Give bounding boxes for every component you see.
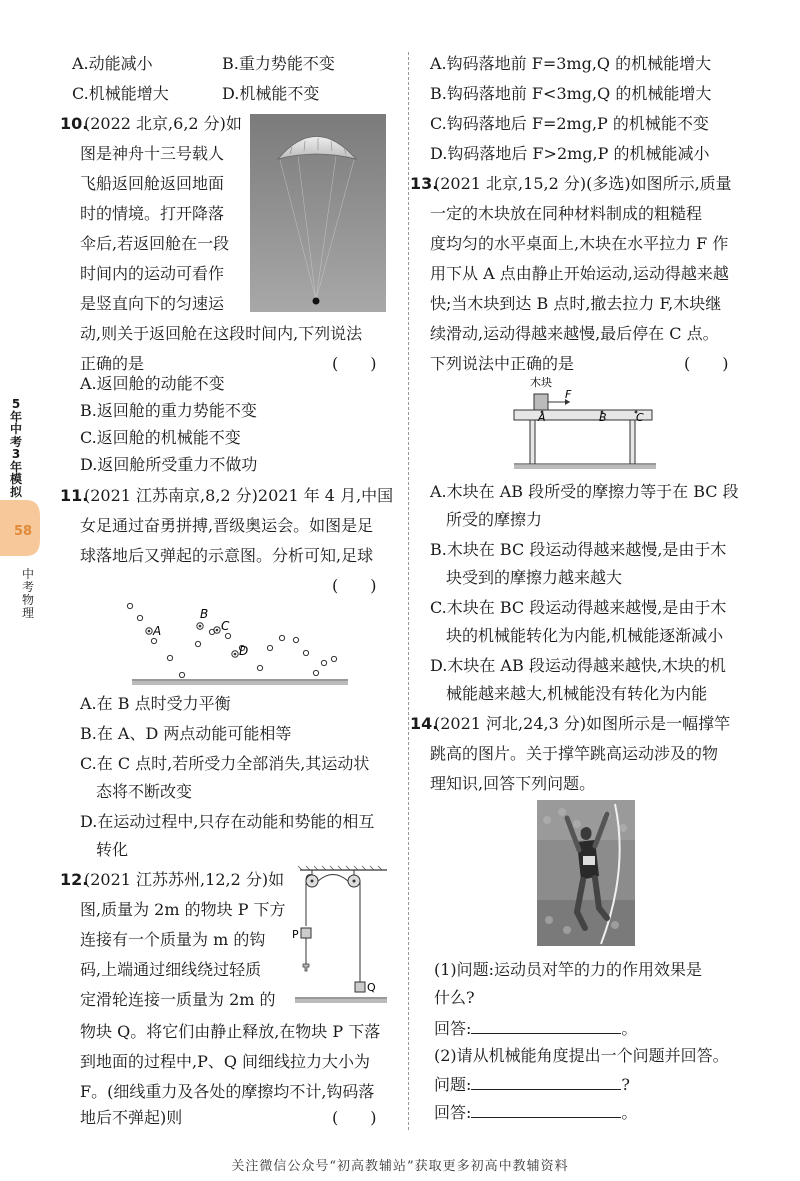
parachute-photo (250, 114, 386, 312)
q12-option-b: B.钩码落地前 F<3mg,Q 的机械能增大 (430, 84, 712, 103)
question-label: 问题: (434, 1075, 472, 1094)
q13-line: 一定的木块放在同种材料制成的粗糙程 (430, 204, 703, 223)
q13-line: 下列说法中正确的是 (430, 354, 575, 373)
question-10-number: 10. (60, 114, 89, 133)
q11-option-d-cont: 转化 (96, 840, 129, 859)
q10-line: 动,则关于返回舱在这段时间内,下列说法 (80, 324, 363, 343)
q13-line: (2021 北京,15,2 分)(多选)如图所示,质量 (434, 174, 732, 193)
answer-label: 回答: (434, 1103, 472, 1122)
pole-vault-photo (537, 800, 635, 946)
question-line-2[interactable] (434, 1074, 630, 1095)
q10-line: (2022 北京,6,2 分)如 (84, 114, 242, 133)
label-b: B (200, 607, 209, 621)
label-f: F (565, 388, 572, 401)
q13-option-b: B.木块在 BC 段运动得越来越慢,是由于木 (430, 540, 727, 559)
q13-option-b-cont: 块受到的摩擦力越来越大 (446, 568, 623, 587)
q10-line: 飞船返回舱返回地面 (80, 174, 225, 193)
option-b: B.重力势能不变 (222, 54, 335, 73)
q13-line: 续滑动,运动得越来越慢,最后停在 C 点。 (430, 324, 719, 343)
q10-line: 时间内的运动可看作 (80, 264, 225, 283)
answer-label: 回答: (434, 1019, 472, 1038)
q13-line: 度均匀的水平桌面上,木块在水平拉力 F 作 (430, 234, 729, 253)
answer-line-2[interactable] (434, 1102, 637, 1123)
q12-line: 连接有一个质量为 m 的钩 (80, 930, 266, 949)
q14-sub2: (2)请从机械能角度提出一个问题并回答。 (434, 1046, 729, 1065)
q10-line: 是竖直向下的匀速运 (80, 294, 225, 313)
q13-line: 用下从 A 点由静止开始运动,运动得越来越 (430, 264, 729, 283)
q10-option-d: D.返回舱所受重力不做功 (80, 455, 258, 474)
q14-line: 理知识,回答下列问题。 (430, 774, 596, 793)
option-a: A.动能减小 (72, 54, 153, 73)
label-q: Q (367, 981, 376, 994)
label-p: P (292, 928, 299, 941)
footer-note: 关注微信公众号“初高教辅站”获取更多初高中教辅资料 (231, 1159, 569, 1174)
question-11-number: 11. (60, 486, 89, 505)
option-c: C.机械能增大 (72, 84, 169, 103)
q11-line: 球落地后又弹起的示意图。分析可知,足球 (80, 546, 374, 565)
q14-sub1: (1)问题:运动员对竿的力的作用效果是 (434, 960, 703, 979)
q11-option-d: D.在运动过程中,只存在动能和势能的相互 (80, 812, 375, 831)
q10-line: 时的情境。打开降落 (80, 204, 225, 223)
option-d: D.机械能不变 (222, 84, 320, 103)
question-mark: ? (621, 1075, 630, 1094)
pulley-diagram (292, 864, 392, 1009)
q14-line: 跳高的图片。关于撑竿跳高运动涉及的物 (430, 744, 719, 763)
answer-blank[interactable] (471, 1102, 621, 1118)
question-13-number: 13. (410, 174, 439, 193)
q10-line: 图是神舟十三号载人 (80, 144, 225, 163)
q10-option-b: B.返回舱的重力势能不变 (80, 401, 257, 420)
q12-option-d: D.钩码落地后 F>2mg,P 的机械能减小 (430, 144, 710, 163)
q11-line: 女足通过奋勇拼搏,晋级奥运会。如图是足 (80, 516, 374, 535)
answer-line-1[interactable] (434, 1018, 637, 1039)
q12-option-c: C.钩码落地后 F=2mg,P 的机械能不变 (430, 114, 709, 133)
q12-line: 物块 Q。将它们由静止释放,在物块 P 下落 (80, 1022, 381, 1041)
question-14-number: 14. (410, 714, 439, 733)
q13-option-a: A.木块在 AB 段所受的摩擦力等于在 BC 段 (430, 482, 739, 501)
label-a: A (153, 624, 162, 638)
q14-line: (2021 河北,24,3 分)如图所示是一幅撑竿 (434, 714, 731, 733)
label-c: C (221, 619, 230, 633)
q12-line: 图,质量为 2m 的物块 P 下方 (80, 900, 286, 919)
answer-bracket: ( ) (332, 354, 377, 373)
q13-option-a-cont: 所受的摩擦力 (446, 510, 543, 529)
q13-line: 快;当木块到达 B 点时,撤去拉力 F,木块继 (430, 294, 722, 313)
column-divider (408, 52, 409, 1130)
q13-option-d: D.木块在 AB 段运动得越来越快,木块的机 (430, 656, 726, 675)
q11-option-c-cont: 态将不断改变 (96, 782, 193, 801)
answer-bracket: ( ) (332, 576, 377, 595)
page-number: 58 (14, 524, 33, 539)
q12-option-a: A.钩码落地前 F=3mg,Q 的机械能增大 (430, 54, 712, 73)
q12-line: 定滑轮连接一质量为 2m 的 (80, 990, 276, 1009)
label-a: A (538, 411, 546, 424)
label-d: D (239, 644, 249, 658)
q11-option-b: B.在 A、D 两点动能可能相等 (80, 724, 292, 743)
q13-option-c-cont: 块的机械能转化为内能,机械能逐渐减小 (446, 626, 724, 645)
q12-line: 码,上端通过细线绕过轻质 (80, 960, 262, 979)
label-c: C (636, 411, 644, 424)
q11-line: (2021 江苏南京,8,2 分)2021 年 4 月,中国 (84, 486, 394, 505)
subject-vertical: 中 考 物 理 (21, 567, 34, 620)
series-vertical: 5 年 中 考 3 年 模 拟 (9, 397, 22, 499)
ball-bounce-diagram (120, 598, 350, 690)
q12-line: 到地面的过程中,P、Q 间细线拉力大小为 (80, 1052, 371, 1071)
q10-option-a: A.返回舱的动能不变 (80, 374, 225, 393)
period: 。 (621, 1019, 638, 1038)
question-12-number: 12. (60, 870, 89, 889)
block-table-diagram (510, 374, 670, 474)
answer-blank[interactable] (471, 1018, 621, 1034)
q12-line: 地后不弹起)则 (80, 1108, 183, 1127)
q12-line: F。(细线重力及各处的摩擦均不计,钩码落 (80, 1082, 375, 1101)
q14-sub1-cont: 什么? (434, 988, 475, 1007)
label-b: B (599, 411, 607, 424)
q11-option-c: C.在 C 点时,若所受力全部消失,其运动状 (80, 754, 370, 773)
q13-option-d-cont: 械能越来越大,机械能没有转化为内能 (446, 684, 708, 703)
q10-option-c: C.返回舱的机械能不变 (80, 428, 241, 447)
question-blank[interactable] (471, 1074, 621, 1090)
q11-option-a: A.在 B 点时受力平衡 (80, 694, 231, 713)
period: 。 (621, 1103, 638, 1122)
q10-line: 正确的是 (80, 354, 145, 373)
q10-line: 伞后,若返回舱在一段 (80, 234, 230, 253)
answer-bracket: ( ) (684, 354, 729, 373)
answer-bracket: ( ) (332, 1108, 377, 1127)
q13-option-c: C.木块在 BC 段运动得越来越慢,是由于木 (430, 598, 727, 617)
q12-line: (2021 江苏苏州,12,2 分)如 (84, 870, 285, 889)
label-block: 木块 (530, 376, 552, 389)
